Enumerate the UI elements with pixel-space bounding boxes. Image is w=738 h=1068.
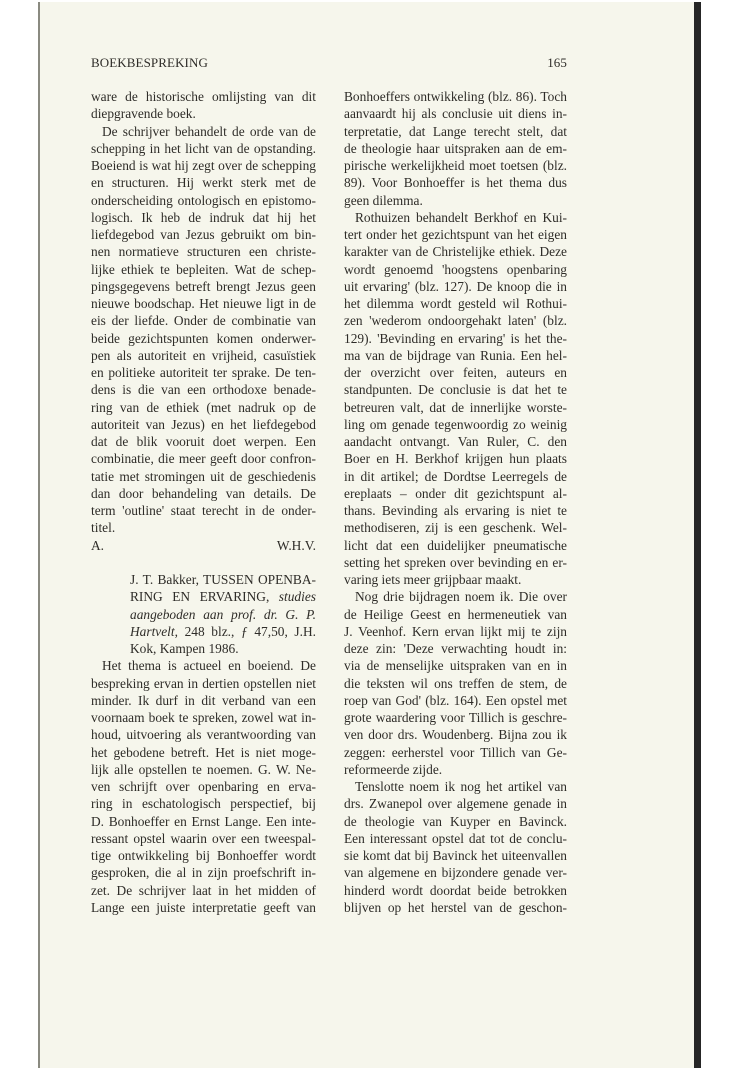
- text-line: lijke ethiek te bepleiten. Wat de schep-: [91, 261, 316, 277]
- text-line: in dit artikel; de Dordtse Leerregels de: [344, 468, 567, 484]
- text-line: de theologie van Kuyper en Bavinck.: [344, 813, 567, 829]
- text-line: ling om genade tegenwoordig zo weinig: [344, 416, 567, 432]
- text-line: term 'outline' staat terecht in de onder-: [91, 503, 316, 518]
- text-line: 129). 'Bevinding en ervaring' is het the-: [344, 330, 567, 346]
- text-line: dat de blik vooruit doet werpen. Een: [91, 434, 316, 449]
- text-line: varing iets meer grijpbaar maakt.: [344, 572, 522, 587]
- text-line: Boeiend is wat hij zegt over de schepping: [91, 158, 316, 173]
- text-line: tige ontwikkeling bij Bonhoeffer wordt: [91, 848, 316, 863]
- text-line: het dilemma wordt gesteld wil Rothui-: [344, 296, 567, 311]
- text-line: 89). Voor Bonhoeffer is het thema dus: [344, 175, 567, 191]
- page-number: 165: [547, 55, 567, 70]
- paragraph: [344, 778, 567, 916]
- text-line: thans. Bevinding als ervaring is niet te: [344, 503, 567, 518]
- running-head: [91, 55, 567, 71]
- text-line: Boer en H. Berkhof krijgen hun plaats: [344, 451, 567, 467]
- text-line: aandacht ontvangt. Van Ruler, C. den: [344, 434, 567, 449]
- spacer: [91, 554, 316, 571]
- bibliography-line: [130, 606, 316, 623]
- italic-text: studies: [278, 589, 316, 605]
- text-line: blijven op het herstel van de geschon-: [344, 899, 567, 915]
- text-line: die teksten wil ons treffen de stem, de: [344, 675, 567, 691]
- bibliography-line: [130, 588, 316, 605]
- roman-text: RING EN ERVARING,: [130, 589, 279, 605]
- text-line: en politieke autoriteit ter sprake. De ten-: [91, 365, 316, 380]
- roman-text: Kok, Kampen 1986.: [130, 641, 239, 656]
- right-column: [344, 88, 567, 916]
- italic-text: ƒ: [241, 623, 248, 639]
- section-title: BOEKBESPREKING: [91, 55, 208, 70]
- text-line: Lange een juiste interpretatie geeft van: [91, 899, 316, 915]
- text-line: nieuwe boodschap. Het nieuwe ligt in de: [91, 296, 316, 311]
- text-line: pingsgegevens betreft brengt Jezus geen: [91, 278, 316, 294]
- text-line: tatie met stromingen uit de geschiedenis: [91, 468, 316, 484]
- text-line: ereplaats – onder dit gezichtspunt al-: [344, 485, 567, 501]
- signature-initials: W.H.V.: [276, 537, 316, 553]
- text-line: grote waardering voor Tillich is geschre-: [344, 710, 567, 725]
- paragraph: [91, 123, 316, 537]
- italic-text: Hartvelt: [130, 623, 175, 639]
- text-line: liefdegebod van Jezus gebruikt om bin-: [91, 227, 316, 242]
- paragraph: [344, 209, 567, 589]
- text-line: standpunten. De conclusie is dat het te: [344, 382, 567, 398]
- text-line: ressant opstel waarin over een tweespal-: [91, 830, 316, 846]
- text-line: aanvaardt hij als conclusie uit diens in-: [344, 106, 567, 122]
- review-signature: [91, 537, 316, 554]
- text-line: terpretatie, dat Lange terecht stelt, dat: [344, 123, 567, 139]
- text-line: Een interessant opstel dat tot de conclu-: [344, 830, 567, 846]
- text-line: roep van God' (blz. 164). Een opstel met: [344, 692, 567, 708]
- text-line: uit ervaring' (blz. 127). De knoop die in: [344, 278, 567, 294]
- paragraph: [344, 88, 567, 209]
- text-line: Bonhoeffers ontwikkeling (blz. 86). Toch: [344, 89, 567, 104]
- text-line: deze zin: 'Deze verwachting houdt in:: [344, 641, 567, 656]
- signature-place: A.: [91, 537, 105, 553]
- bibliographic-entry: [91, 571, 316, 657]
- text-line: zeggen: eerherstel voor Tillich van Ge-: [344, 744, 567, 760]
- text-line: geen dilemma.: [344, 192, 423, 208]
- text-line: Nog drie bijdragen noem ik. Die over: [355, 589, 567, 605]
- text-line: karakter van de Christelijke ethiek. Deze: [344, 244, 567, 260]
- text-line: hinderd wordt doordat beide betrokken: [344, 882, 567, 898]
- text-line: ven schrijft over openbaring en erva-: [91, 779, 316, 794]
- text-line: nen normatieve structuren een christe-: [91, 244, 316, 260]
- text-line: ware de historische omlijsting van dit: [91, 89, 316, 104]
- text-line: onderscheiding ontologisch en epistomo-: [91, 192, 316, 208]
- text-line: der overzicht over feiten, auteurs en: [344, 365, 567, 380]
- text-line: lijk alle opstellen te noemen. G. W. Ne-: [91, 761, 316, 777]
- roman-text: , 248 blz.,: [174, 623, 241, 639]
- text-line: beide gezichtspunten komen onderwer-: [91, 330, 316, 346]
- text-line: titel.: [91, 520, 116, 536]
- text-line: methodiseren, zij is een geschenk. Wel-: [344, 520, 567, 536]
- italic-text: aangeboden aan prof. dr. G. P.: [130, 606, 316, 622]
- text-line: voornaam boek te spreken, zowel wat in-: [91, 710, 316, 725]
- text-line: dens is die van een orthodoxe benade-: [91, 382, 316, 398]
- text-line: zet. De schrijver laat in het midden of: [91, 882, 316, 898]
- roman-text: 47,50, J.H.: [247, 623, 317, 639]
- text-line: de Heilige Geest en hermeneutiek van: [344, 606, 567, 622]
- paragraph: [91, 657, 316, 916]
- text-line: diepgravende boek.: [91, 106, 196, 122]
- text-line: de theologie haar uitspraken aan de em-: [344, 140, 567, 156]
- text-line: van algemene en bijzondere genade ver-: [344, 865, 567, 881]
- text-line: ma van de bijdrage van Runia. Een hel-: [344, 347, 567, 363]
- text-line: ring van de ethiek (met nadruk op de: [91, 399, 316, 415]
- bibliography-line: [130, 623, 316, 640]
- text-line: tert onder het gezichtspunt van het eigen: [344, 227, 567, 242]
- text-line: setting het spreken over bevinding en er-: [344, 554, 567, 570]
- text-line: ring in eschatologisch perspectief, bij: [91, 796, 316, 812]
- text-line: bespreking ervan in dertien opstellen niet: [91, 675, 316, 691]
- text-line: J. Veenhof. Kern ervan lijkt mij te zijn: [344, 623, 567, 639]
- text-line: pen als autoriteit en vrijheid, casuïstiek: [91, 347, 316, 363]
- text-line: en structuren. Hij werkt sterk met de: [91, 175, 316, 191]
- text-line: gesproken, die al in zijn proefschrift in-: [91, 865, 316, 881]
- text-line: Het thema is actueel en boeiend. De: [102, 658, 316, 674]
- bibliography-line: [130, 571, 316, 588]
- text-line: D. Bonhoeffer en Ernst Lange. Een inte-: [91, 813, 316, 829]
- text-line: zen 'wederom ondoorgehakt laten' (blz.: [344, 313, 567, 329]
- text-line: autoriteit van Jezus) en het liefdegebod: [91, 416, 316, 432]
- text-line: Rothuizen behandelt Berkhof en Kui-: [355, 209, 567, 225]
- text-line: het gebodene betreft. Het is niet moge-: [91, 744, 316, 760]
- text-line: reformeerde zijde.: [344, 761, 443, 777]
- text-line: logisch. Ik heb de indruk dat hij het: [91, 209, 316, 225]
- text-line: pirische werkelijkheid moet toetsen (blz.: [344, 158, 567, 173]
- paragraph: [344, 588, 567, 778]
- text-line: dan door behandeling van details. De: [91, 485, 316, 501]
- text-line: drs. Zwanepol over algemene genade in: [344, 796, 567, 812]
- bibliography-line: [130, 640, 316, 657]
- text-line: schepping in het licht van de opstanding.: [91, 140, 316, 156]
- text-line: eis der liefde. Onder de combinatie van: [91, 313, 316, 329]
- text-line: ven door drs. Woudenberg. Bijna zou ik: [344, 727, 567, 743]
- left-column: [91, 88, 316, 916]
- text-line: Tenslotte noem ik nog het artikel van: [355, 779, 567, 794]
- text-line: betreuren valt, dat de innerlijke worste-: [344, 399, 567, 415]
- text-line: sie komt dat bij Bavinck het uiteenvallen: [344, 848, 567, 863]
- text-line: houd, uitvoering als verantwoording van: [91, 727, 316, 743]
- text-line: via de menselijke uitspraken van en in: [344, 658, 567, 674]
- paragraph: [91, 88, 316, 123]
- text-line: combinatie, die meer geeft door confron-: [91, 451, 316, 467]
- roman-text: J. T. Bakker, TUSSEN OPENBA-: [130, 572, 316, 587]
- text-line: De schrijver behandelt de orde van de: [102, 123, 316, 139]
- page-edge-shadow: [694, 2, 701, 1068]
- text-line: licht dat een duidelijker pneumatische: [344, 537, 567, 553]
- text-line: wordt genoemd 'hoogstens openbaring: [344, 261, 567, 277]
- text-line: minder. Ik durf in dit verband van een: [91, 692, 316, 708]
